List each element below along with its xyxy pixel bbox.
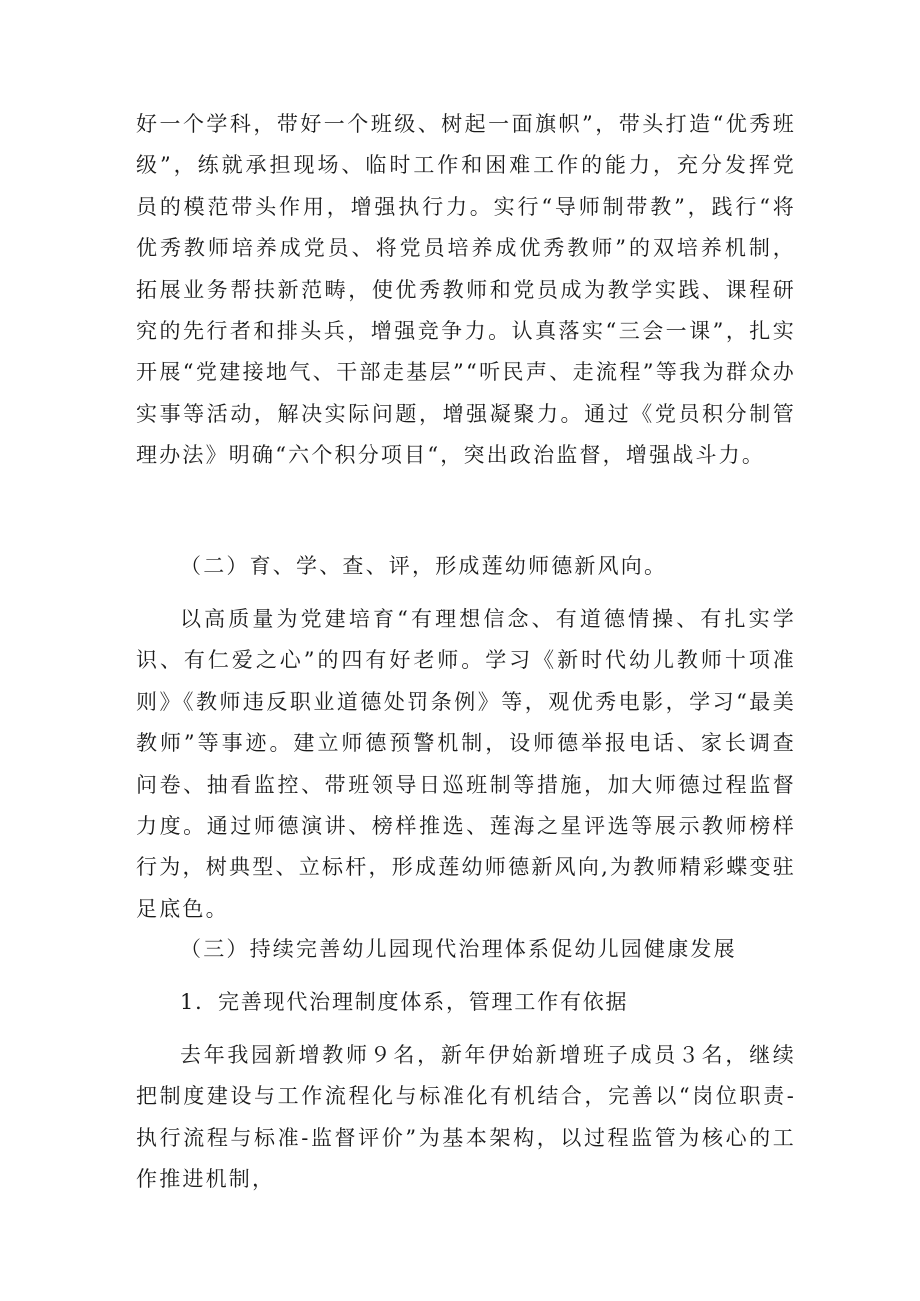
paragraph-continued: 好一个学科，带好一个班级、树起一面旗帜”，带头打造“优秀班级”，练就承担现场、临时工作和困难工作的能力，充分发挥党员的模范带头作用，增强执行力。实行“导师制带教”，践行“将优秀教师培养成党员、将党员培养成优秀教师”的双培养机制，拓展业务帮扶新范畴，使优秀教师和党员成为教学实践、课程研究的先行者和排头兵，增强竞争力。认真落实“三会一课”，扎实开展“党建接地气、干部走基层”“听民声、走流程”等我为群众办实事等活动，解决实际问题，增强凝聚力。通过《党员积分制管理办法》明确“六个积分项目“，突出政治监督，增强战斗力。 (136, 112, 796, 468)
subheading-1: 1．完善现代治理制度体系，管理工作有依据 (180, 990, 629, 1014)
paragraph-teacher-ethics: 以高质量为党建培育“有理想信念、有道德情操、有扎实学识、有仁爱之心”的四有好老师。学习《新时代幼儿教师十项准则》《教师违反职业道德处罚条例》等，观优秀电影，学习“最美教师”等事迹。建立师德预警机制，设师德举报电话、家长调查问卷、抽看监控、带班领导日巡班制等措施，加大师德过程监督力度。通过师德演讲、榜样推选、莲海之星评选等展示教师榜样行为，树典型、立标杆，形成莲幼师德新风向,为教师精彩蝶变驻足底色。 (136, 607, 796, 921)
section-heading-3: （三）持续完善幼儿园现代治理体系促幼儿园健康发展 (180, 937, 737, 961)
paragraph-governance: 去年我园新增教师９名，新年伊始新增班子成员３名，继续把制度建设与工作流程化与标准化有机结合，完善以“岗位职责-执行流程与标准-监督评价”为基本架构，以过程监管为核心的工作推进机制， (136, 1043, 796, 1192)
section-heading-2: （二）育、学、查、评，形成莲幼师德新风向。 (180, 554, 668, 578)
